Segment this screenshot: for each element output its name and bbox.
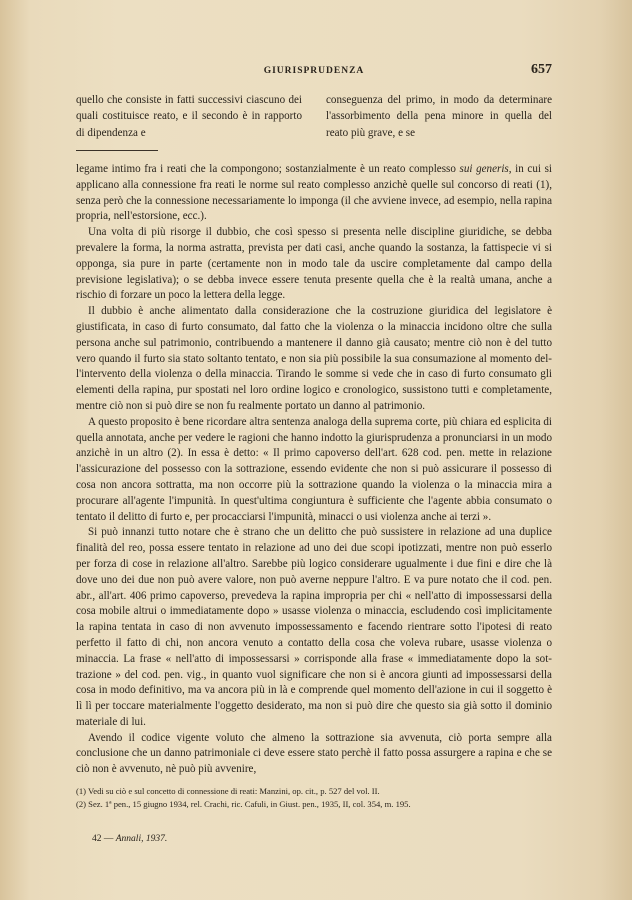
left-column-text: quello che consiste in fatti successivi ciascuno dei quali costituisce reato, e il secondo è in rapporto di dipendenza e — [76, 94, 302, 139]
paragraph-2: Una volta di più risorge il dubbio, che così spesso si presenta nelle discipline giuridiche, se debba prevalere la forma, la norma astratta, prevista per dati casi, anche quando la sostanza, la fattispecie vi si opponga, sia pure in parte (certamente non in modo tale da uscire completamente dal campo della previsione legislativa); o se debba invece essere tenuta presente quella che è la realtà umana, anche a rischio di forzare un poco la lettera della legge. — [76, 226, 552, 302]
paragraph-4: A questo proposito è bene ricordare altra sentenza analoga della suprema corte, più chiara ed esplicita di quella annotata, anche per vedere le ragioni che hanno indotto la giurisprudenza a pronunciarsi in un modo anzichè in un altro (2). In essa è detto: « Il primo capoverso dell'art. 628 cod. pen. mette in relazione l'assicurazione del possesso con la sottrazione, essendo evidente che non si può assicurare il possesso di cosa non ancora sottratta, ma non occorre più la sottrazione quando la violenza o la minaccia mira a procurare all'agente l'impunità. In quest'ultima congiuntura è sufficiente che l'agente abbia consumato o tentato il delitto di furto e, per procacciarsi l'impunità, minacci o usi violenza anche ai terzi ». — [76, 415, 552, 523]
sheet-number: 42 — — [92, 834, 116, 844]
two-column-continuation — [76, 92, 552, 141]
paragraph-1-rest: , in cui si applicano alla connessione fra reati le norme sul reato complesso anzichè quelle sul concorso di reati (1), senza però che la connessione necessariamente lo imponga (il che avviene invece, ad esempio, nella rapina propria, nell'estorsione, ecc.). — [76, 163, 552, 223]
paragraph-1-lead: legame intimo fra i reati che la compongono; sostanzialmente è un reato complesso — [76, 163, 460, 175]
paragraph-6: Avendo il codice vigente voluto che almeno la sottrazione sia avvenuta, ciò porta sempre alla conclusione che un danno patrimoniale ci deve essere stato perchè il fatto possa assurgere a rapina e che se ciò non è avvenuto, nè può più avvenire, — [76, 731, 552, 776]
paragraph-5: Si può innanzi tutto notare che è strano che un delitto che può sussistere in relazione ad una duplice finalità del reo, possa essere tentato in relazione ad uno dei due scopi ipotizzati, mentre non può esserlo per forza di cose in relazione all'altro. Sarebbe più logico considerare ugualmente i due fini e dire che là dove uno dei due non può avere valore, non può averne neppure l'altro. E va pure notato che il cod. pen. abr., all'art. 406 primo capoverso, prevedeva la rapina impropria per chi « nell'atto di impossessarsi della cosa mobile altrui o immediatamente dopo » usasse violenza o minaccia, escludendo così implicitamente la rapina tentata in caso di non avvenuto impossessamento e facendo rientrare sotto l'ipotesi di reato perfetto il fatto di chi, non ancora venuto a contatto della cosa che voleva rubare, usasse violenza o minaccia. La frase « nell'atto di impossessarsi » corrisponde alla frase « immediatamente dopo la sottrazione » del cod. pen. vig., in quanto vuol significare che non si è ancora giunti ad impossessarsi della cosa in modo definitivo, ma va ancora più in là e comprende quel momento dell'azione in cui il soggetto è lì lì per toccare materialmente l'oggetto desiderato, ma non si può dire che questo sia già sotto il dominio materiale di lui. — [76, 526, 552, 728]
note-body — [76, 162, 552, 778]
paragraph-1-italic: sui generis — [459, 163, 509, 175]
footnote-2: (2) Sez. 1ª pen., 15 giugno 1934, rel. Crachi, ric. Cafuli, in Giust. pen., 1935, II, col. 354, m. 195. — [76, 798, 411, 809]
footnotes — [76, 785, 552, 810]
footnote-1: (1) Vedi su ciò e sul concetto di connessione di reati: Manzini, op. cit., p. 527 del vol. II. — [76, 786, 380, 796]
right-column-text: conseguenza del primo, in modo da determinare l'assorbimento della pena minore in quella del reato più grave, e se — [326, 94, 552, 139]
sheet-signature — [92, 834, 167, 844]
sheet-label: Annali, 1937. — [115, 834, 168, 844]
section-divider — [76, 150, 158, 151]
running-title: GIURISPRUDENZA — [263, 66, 365, 76]
page-header — [76, 62, 552, 82]
page-number: 657 — [531, 62, 552, 77]
paragraph-1 — [76, 162, 552, 225]
paragraph-3: Il dubbio è anche alimentato dalla considerazione che la costruzione giuridica del legislatore è giustificata, in caso di furto consumato, dal fatto che la violenza o la minaccia incidono oltre che sulla persona anche sul patrimonio, contribuendo a mantenere il danno già causato; mentre ciò non è del tutto vero quando il furto sia stato soltanto tentato, e non sia più possibile la sua consumazione al momento dell'intervento della violenza o della minaccia. Tirando le somme si vede che in caso di furto consumato gli elementi della rapina, pur spostati nel loro ordine logico e cronologico, sussistono tutti e completamente, mentre ciò non si può dire se non fu realmente portato un danno al patrimonio. — [76, 305, 552, 412]
